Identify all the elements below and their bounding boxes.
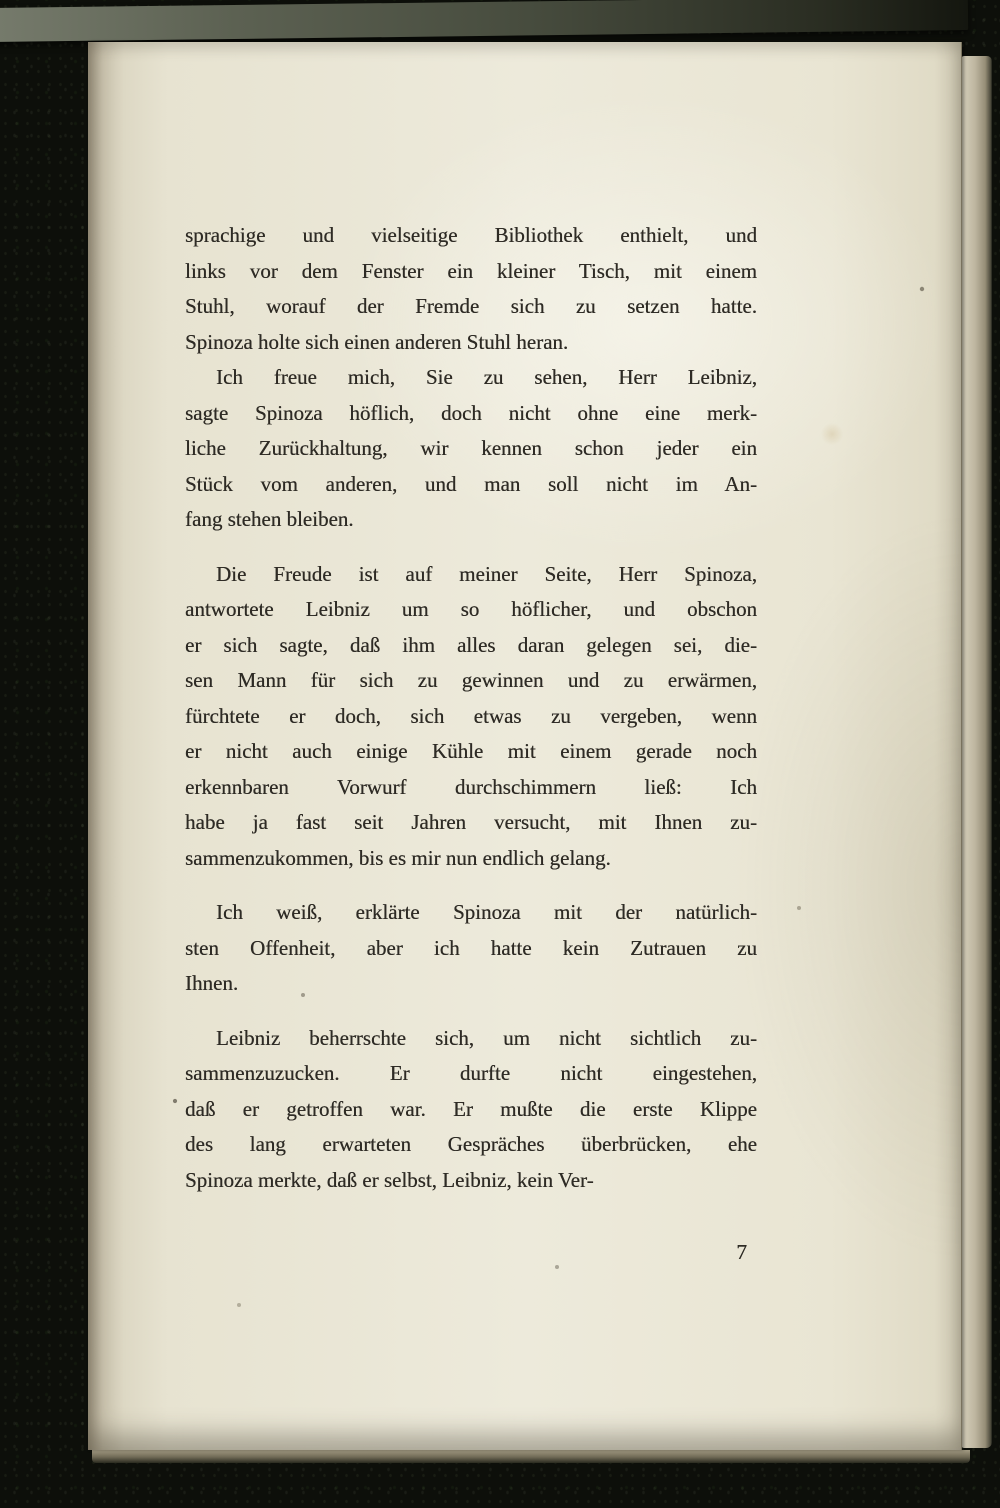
- text-line: Stück vom anderen, und man soll nicht im An-: [185, 471, 757, 496]
- text-line: fürchtete er doch, sich etwas zu vergeben, wenn: [185, 703, 757, 728]
- book-top-edge: [0, 0, 968, 42]
- text-line: sprachige und vielseitige Bibliothek enthielt, und: [185, 223, 757, 247]
- text-line: Ich freue mich, Sie zu sehen, Herr Leibniz,: [216, 365, 757, 389]
- text-line: sen Mann für sich zu gewinnen und zu erwärmen,: [185, 668, 757, 692]
- text-line: sammenzuzucken. Er durfte nicht eingestehen,: [185, 1061, 757, 1085]
- text-line: habe ja fast seit Jahren versucht, mit Ihnen zu-: [185, 810, 757, 834]
- book-page: [88, 42, 962, 1450]
- text-line: des lang erwarteten Gespräches überbrücken, ehe: [185, 1132, 757, 1156]
- text-line: Spinoza holte sich einen anderen Stuhl heran.: [185, 329, 569, 354]
- paragraph: [185, 1021, 757, 1199]
- paragraph: [185, 360, 757, 538]
- text-line: erkennbaren Vorwurf durchschimmern ließ: Ich: [185, 774, 757, 799]
- text-line: Ihnen.: [185, 971, 239, 995]
- text-line: er nicht auch einige Kühle mit einem gerade noch: [185, 739, 757, 763]
- text-line: Spinoza merkte, daß er selbst, Leibniz, kein Ver-: [185, 1167, 594, 1192]
- page-bottom-edge: [92, 1450, 970, 1463]
- text-line: er sich sagte, daß ihm alles daran gelegen sei, die-: [185, 632, 757, 657]
- text-line: Ich weiß, erklärte Spinoza mit der natürlich-: [216, 900, 757, 924]
- text-line: daß er getroffen war. Er mußte die erste Klippe: [185, 1096, 757, 1121]
- text-line: Leibniz beherrschte sich, um nicht sichtlich zu-: [216, 1025, 757, 1050]
- text-line: Stuhl, worauf der Fremde sich zu setzen hatte.: [185, 294, 757, 318]
- text-line: sagte Spinoza höflich, doch nicht ohne eine merk-: [185, 400, 757, 425]
- stacked-pages-edge: [961, 56, 992, 1448]
- page-number: 7: [736, 1240, 747, 1264]
- text-line: sammenzukommen, bis es mir nun endlich gelang.: [185, 845, 611, 870]
- page-text: [185, 218, 757, 1198]
- text-line: fang stehen bleiben.: [185, 507, 354, 531]
- text-line: links vor dem Fenster ein kleiner Tisch, mit einem: [185, 258, 757, 283]
- text-line: antwortete Leibniz um so höflicher, und obschon: [185, 597, 757, 621]
- paragraph: [185, 557, 757, 877]
- text-line: Die Freude ist auf meiner Seite, Herr Spinoza,: [216, 561, 757, 586]
- paragraph: [185, 895, 757, 1002]
- dust-specks: [88, 42, 90, 44]
- text-line: sten Offenheit, aber ich hatte kein Zutrauen zu: [185, 935, 757, 960]
- paragraph: [185, 218, 757, 360]
- text-line: liche Zurückhaltung, wir kennen schon jeder ein: [185, 436, 757, 460]
